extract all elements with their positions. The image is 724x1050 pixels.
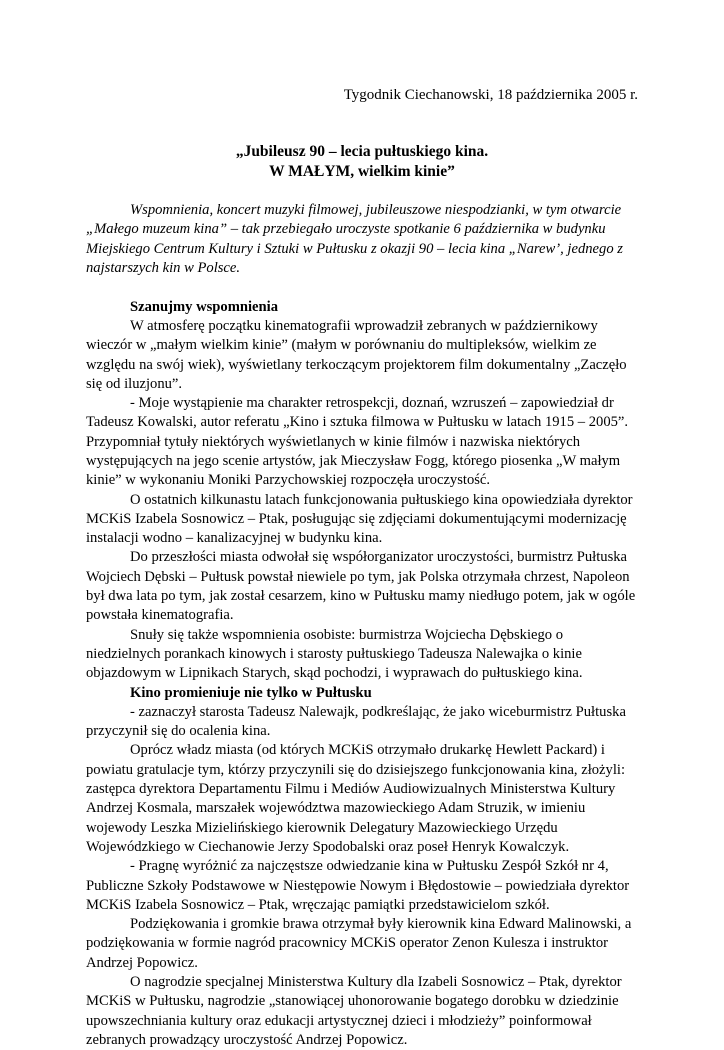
title-line-1: „Jubileusz 90 – lecia pułtuskiego kina. <box>235 143 489 160</box>
paragraph: - Pragnę wyróżnić za najczęstsze odwiedzanie kina w Pułtusku Zespół Szkół nr 4, Publiczne Szkoły Podstawowe w Niestępowie Nowym i Błędostowie – powiedziała dyrektor MCKiS Izabela Sosnowicz – Ptak, wręczając pamiątki przedstawicielom szkół. <box>86 858 630 913</box>
dateline: Tygodnik Ciechanowski, 18 października 2005 r. <box>343 87 638 103</box>
paragraph: Snuły się także wspomnienia osobiste: burmistrza Wojciecha Dębskiego o niedzielnych porankach kinowych i starosty pułtuskiego Tadeusza Nalewajka o kinie objazdowym w Lipnikach Starych, skąd pochodzi, i wyprawach do pułtuskiego kina. <box>86 626 583 682</box>
paragraph: O nagrodzie specjalnej Ministerstwa Kultury dla Izabeli Sosnowicz – Ptak, dyrektor MCKiS w Pułtusku, nagrodzie „stanowiącej uhonorowanie bogatego dorobku w dziedzinie upowszechniania kultury oraz edukacji artystycznej dzieci i młodzieży” poinformował zebranych prowadzący uroczystość Andrzej Popowicz. <box>86 974 622 1048</box>
paragraph: Oprócz władz miasta (od których MCKiS otrzymało drukarkę Hewlett Packard) i powiatu gratulacje tym, którzy przyczynili się do dzisiejszego funkcjonowania kina, złożyli: zastępca dyrektora Departamentu Filmu i Mediów Audiowizualnych Ministerstwa Kultury Andrzej Kosmala, marszałek województwa mazowieckiego Adam Struzik, w imieniu wojewody Leszka Mizielińskiego kierownik Delegatury Mazowieckiego Urzędu Wojewódzkiego w Ciechanowie Jerzy Spodobalski oraz poseł Henryk Kowalczyk. <box>86 742 625 855</box>
title-line-2: W MAŁYM, wielkim kinie” <box>269 163 455 180</box>
section-1 <box>86 298 638 684</box>
paragraph: Do przeszłości miasta odwołał się współorganizator uroczystości, burmistrz Pułtuska Wojciech Dębski – Pułtusk powstał niewiele po tym, jak Polska otrzymała chrzest, Napoleon był dwa lata po tym, jak został cesarzem, kino w Pułtusku mamy niedługo potem, jak w ogóle powstała kinematografia. <box>86 549 636 624</box>
paragraph: W atmosferę początku kinematografii wprowadził zebranych w październikowy wieczór w „małym wielkim kinie” (małym w porównaniu do multipleksów, wielkim ze względu na swój wiek), wyświetlany terkoczącym projektorem film dokumentalny „Zaczęło się od iluzjonu”. <box>86 317 627 392</box>
section-heading: Kino promieniuje nie tylko w Pułtusku <box>130 684 372 701</box>
paragraph: Podziękowania i gromkie brawa otrzymał były kierownik kina Edward Malinowski, a podziękowania w formie nagród pracownicy MCKiS operator Zenon Kulesza i instruktor Andrzej Popowicz. <box>86 916 632 971</box>
lead-paragraph: Wspomnienia, koncert muzyki filmowej, jubileuszowe niespodzianki, w tym otwarcie „Małego muzeum kina” – tak przebiegało uroczyste spotkanie 6 października w budynku Miejskiego Centrum Kultury i Sztuki w Pułtusku z okazji 90 – lecia kina „Narew’, jednego z najstarszych kin w Polsce. <box>86 202 623 277</box>
paragraph: O ostatnich kilkunastu latach funkcjonowania pułtuskiego kina opowiedziała dyrektor MCKiS Izabela Sosnowicz – Ptak, posługując się zdjęciami dokumentującymi modernizację instalacji wodno – kanalizacyjnej w budynku kina. <box>86 491 633 547</box>
paragraph: - zaznaczył starosta Tadeusz Nalewajk, podkreślając, że jako wiceburmistrz Pułtuska przyczynił się do ocalenia kina. <box>86 703 626 740</box>
section-2 <box>86 684 638 1050</box>
section-heading: Szanujmy wspomnienia <box>130 298 278 315</box>
article-title <box>86 142 638 182</box>
paragraph: - Moje wystąpienie ma charakter retrospekcji, doznań, wzruszeń – zapowiedział dr Tadeusz Kowalski, autor referatu „Kino i sztuka filmowa w Pułtusku w latach 1915 – 2005”. Przypomniał tytuły niektórych wyświetlanych w kinie filmów i nazwiska niektórych występujących na jego scenie artystów, jak Mieczysław Fogg, którego piosenka „W małym kinie” w wykonaniu Moniki Parzychowskiej rozpoczęła uroczystość. <box>86 395 629 489</box>
